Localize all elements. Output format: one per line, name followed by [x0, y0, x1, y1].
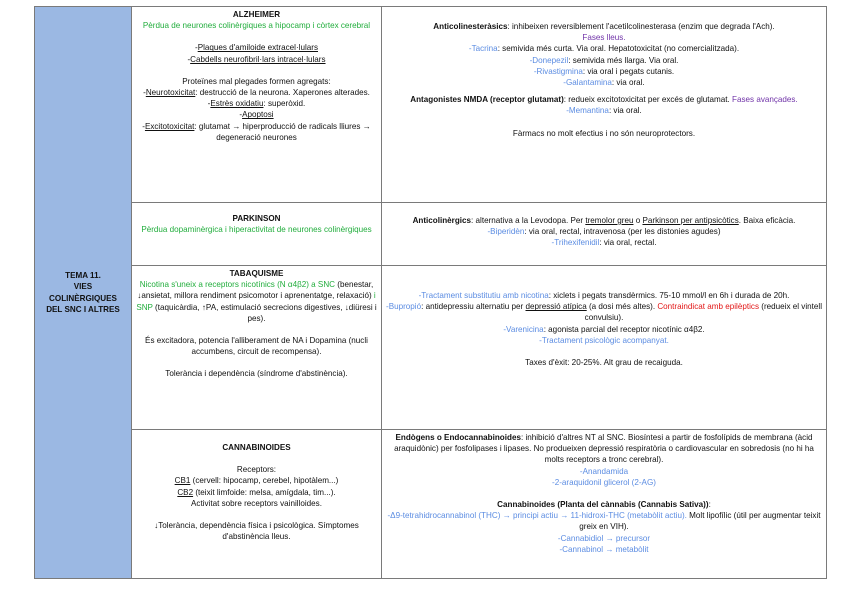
neuro-text: : destrucció de la neurona. Xaperones alterades. [195, 88, 370, 98]
alzheimer-desc: Pèrdua de neurones colinèrgiques a hipocamp i còrtex cerebral [142, 21, 371, 31]
rivastigmina-text: : via oral i pegats cutanis. [582, 66, 675, 76]
snp-label: i SNP [136, 291, 376, 312]
excito-text: : glutamat → hiperproducció de radicals lliures → degeneració neurones [194, 121, 371, 142]
nicot-green: Nicotina s'uneix a receptors nicotínics (N α4β2) a SNC [139, 280, 336, 290]
ag2-text: -2-araquidonil glicerol (2-AG) [552, 477, 656, 487]
topic-cell [35, 7, 132, 579]
trihex-name: -Trihexifenidil [551, 238, 600, 248]
trihex-text: : via oral, rectal. [599, 238, 657, 248]
neuro-label: Neurotoxicitat [145, 88, 196, 98]
topic-line-4: DEL SNC I ALTRES [46, 304, 120, 314]
parkinson-row [35, 203, 827, 266]
cb1-label: CB1 [174, 476, 191, 486]
planta-label: Cannabinoides (Planta del cànnabis (Cannabis Sativa)) [497, 500, 709, 510]
tsn-text: : xiclets i pegats transdèrmics. 75-10 mmol/l en 6h i durada de 20h. [548, 291, 790, 300]
tractament-psicologic: -Tractament psicològic acompanyat. [539, 335, 669, 345]
thc-note: Molt lipofílic (útil per augmentar teixit greix en VIH). [579, 511, 821, 532]
donepezil-text: : semivida més llarga. Via oral. [568, 55, 679, 65]
summary-table [34, 6, 827, 579]
tabaquisme-row [35, 266, 827, 430]
tabaquisme-title: TABAQUISME [229, 269, 284, 278]
cannabinoides-info-cell [382, 430, 827, 579]
alzheimer-note: Fàrmacs no molt efectius i no són neuroprotectors. [512, 128, 696, 138]
taxes-exit: Taxes d'èxit: 20-25%. Alt grau de recaiguda. [525, 358, 683, 368]
planta-colon: : [708, 500, 711, 510]
excito-label: Excitotoxicitat [144, 121, 195, 131]
cannabinoides-title: CANNABINOIDES [222, 443, 291, 452]
topic-line-2: VIES [73, 282, 93, 292]
estres-label: Estrès oxidatiu [210, 99, 264, 109]
endo-text: : inhibició d'altres NT al SNC. Biosíntesi a partir de fosfolípids de membrana (àcid araquidònic) per fosfolipases i lipases. No produeixen depressió respiratòria o cardiovascular en sobredosis (no hi ha molts receptors a tronc cerebral). [394, 433, 814, 465]
cabdells-text: Cabdells neurofibril·lars intracel·lulars [190, 54, 326, 64]
alzheimer-title: ALZHEIMER [232, 10, 281, 19]
tabaquisme-tolerancia: Tolerància i dependència (síndrome d'abstinència). [165, 369, 348, 379]
fases-avancades: Fases avançades. [732, 95, 798, 105]
anticol-label: Anticolinesteràsics [433, 22, 508, 31]
alzheimer-row [35, 7, 827, 203]
tacrina-name: -Tacrina [468, 44, 498, 54]
anticol-text: : inhibeixen reversiblement l'acetilcolinesterasa (enzim que degrada l'Ach). [507, 22, 775, 31]
activitat-text: Activitat sobre receptors vainilloides. [191, 498, 322, 508]
anandamida-text: -Anandamida [579, 466, 629, 476]
cb2-text: (teixit limfoide: melsa, amígdala, tim...). [193, 487, 336, 497]
parkinson-desc: Pèrdua dopaminèrgica i hiperactivitat de neurones colinèrgiques [141, 225, 372, 235]
alzheimer-treatment-cell [382, 7, 827, 203]
topic-line-3: COLINÈRGIQUES [49, 293, 117, 303]
parkinson-anticol-label: Anticolinèrgics [412, 216, 472, 225]
varenicina-name: -Varenicina [503, 324, 544, 334]
varenicina-text: : agonista parcial del receptor nicotínic α4β2. [543, 324, 705, 334]
donepezil-name: -Donepezil [529, 55, 569, 65]
nicot-black: (benestar, ↓ansietat, millora rendiment psicomotor i aprenentatge, relaxació) [137, 280, 374, 301]
parkinson-description-cell [132, 203, 382, 266]
cannabinol-text: -Cannabinol → metabòlit [559, 544, 649, 554]
parkinson-text-1: : alternativa a la Levodopa. Per [471, 216, 586, 225]
cannabinoides-description-cell [132, 430, 382, 579]
depressio-atipica: depressió atípica [525, 302, 587, 312]
endo-label: Endògens o Endocannabinoides [395, 433, 521, 442]
contraindicat-text: Contraindicat amb epilèptics [657, 302, 760, 312]
tabaquisme-treatment-cell [382, 266, 827, 430]
proteines-text: Proteïnes mal plegades formen agregats: [182, 76, 331, 86]
parkinson-antipsicotics: Parkinson per antipsicòtics [642, 216, 739, 225]
bupropio-text-3: (redueix el vintell convulsiu). [584, 302, 822, 323]
document-page [34, 6, 827, 579]
thc-text: -Δ9-tetrahidrocannabinol (THC) → principi actiu → 11-hidroxi-THC (metabòlit actiu). [387, 511, 687, 521]
parkinson-title: PARKINSON [232, 214, 281, 223]
tabaquisme-description-cell [132, 266, 382, 430]
nmda-label: Antagonistes NMDA (receptor glutamat) [410, 95, 564, 105]
parkinson-text-2: . Baixa eficàcia. [738, 216, 796, 225]
tsn-name: -Tractament substitutiu amb nicotina [418, 291, 549, 300]
excitadora-text: És excitadora, potencia l'alliberament de NA i Dopamina (nucli accumbens, circuit de recompensa). [145, 336, 368, 357]
cannabidiol-text: -Cannabidiol → precursor [557, 533, 651, 543]
galantamina-text: : via oral. [611, 78, 645, 88]
memantina-text: : via oral. [608, 106, 642, 116]
galantamina-name: -Galantamina [563, 78, 612, 88]
bupropio-text-1: : antidepressiu alternatiu per [421, 302, 526, 312]
bupropio-text-2: (a dosi més altes). [586, 302, 658, 312]
parkinson-treatment-cell [382, 203, 827, 266]
parkinson-o: o [633, 216, 643, 225]
topic-line-1: TEMA 11. [65, 271, 101, 281]
apoptosi-text: Apoptosi [242, 110, 274, 120]
bupropio-name: -Bupropió [386, 302, 422, 312]
receptors-label: Receptors: [236, 465, 277, 475]
cannabinoides-row [35, 430, 827, 579]
tremolor-text: tremolor greu [585, 216, 634, 225]
plaques-text: Plaques d'amiloide extracel·lulars [197, 43, 318, 53]
fases-lleus: Fases lleus. [582, 33, 626, 43]
cannabinoides-tolerancia: ↓Tolerància, dependència física i psicològica. Símptomes d'abstinència lleus. [154, 521, 359, 542]
nmda-text: : redueix excitotoxicitat per excés de glutamat. [563, 95, 730, 105]
cb1-text: (cervell: hipocamp, cerebel, hipotàlem...) [190, 476, 339, 486]
rivastigmina-name: -Rivastigmina [533, 66, 583, 76]
cb2-label: CB2 [177, 487, 194, 497]
biperiden-name: -Biperidèn [487, 227, 525, 237]
alzheimer-description-cell: ALZHEIMER Pèrdua de neurones colinèrgiques a hipocamp i còrtex cerebral -Plaques d'amiloide extracel·lulars -Cabdells neurofibril·lars intracel·lulars Proteïnes mal plegades formen agregats: -Neurotoxicitat: destrucció de la neurona. Xaperones alterades. -Estrès oxidatiu: superòxid. -Apoptosi -Excitotoxicitat: glutamat → hiperproducció de radicals lliures → degeneració neurones [132, 7, 382, 203]
estres-text: : superòxid. [263, 99, 306, 109]
biperiden-text: : via oral, rectal, intravenosa (per les distonies agudes) [524, 227, 721, 237]
snp-text: (taquicàrdia, ↑PA, estimulació secrecions digestives, ↓diüresi i pes). [152, 302, 377, 323]
memantina-name: -Memantina [566, 106, 609, 116]
tacrina-text: : semivida més curta. Via oral. Hepatotoxicitat (no comercialitzada). [497, 44, 740, 54]
